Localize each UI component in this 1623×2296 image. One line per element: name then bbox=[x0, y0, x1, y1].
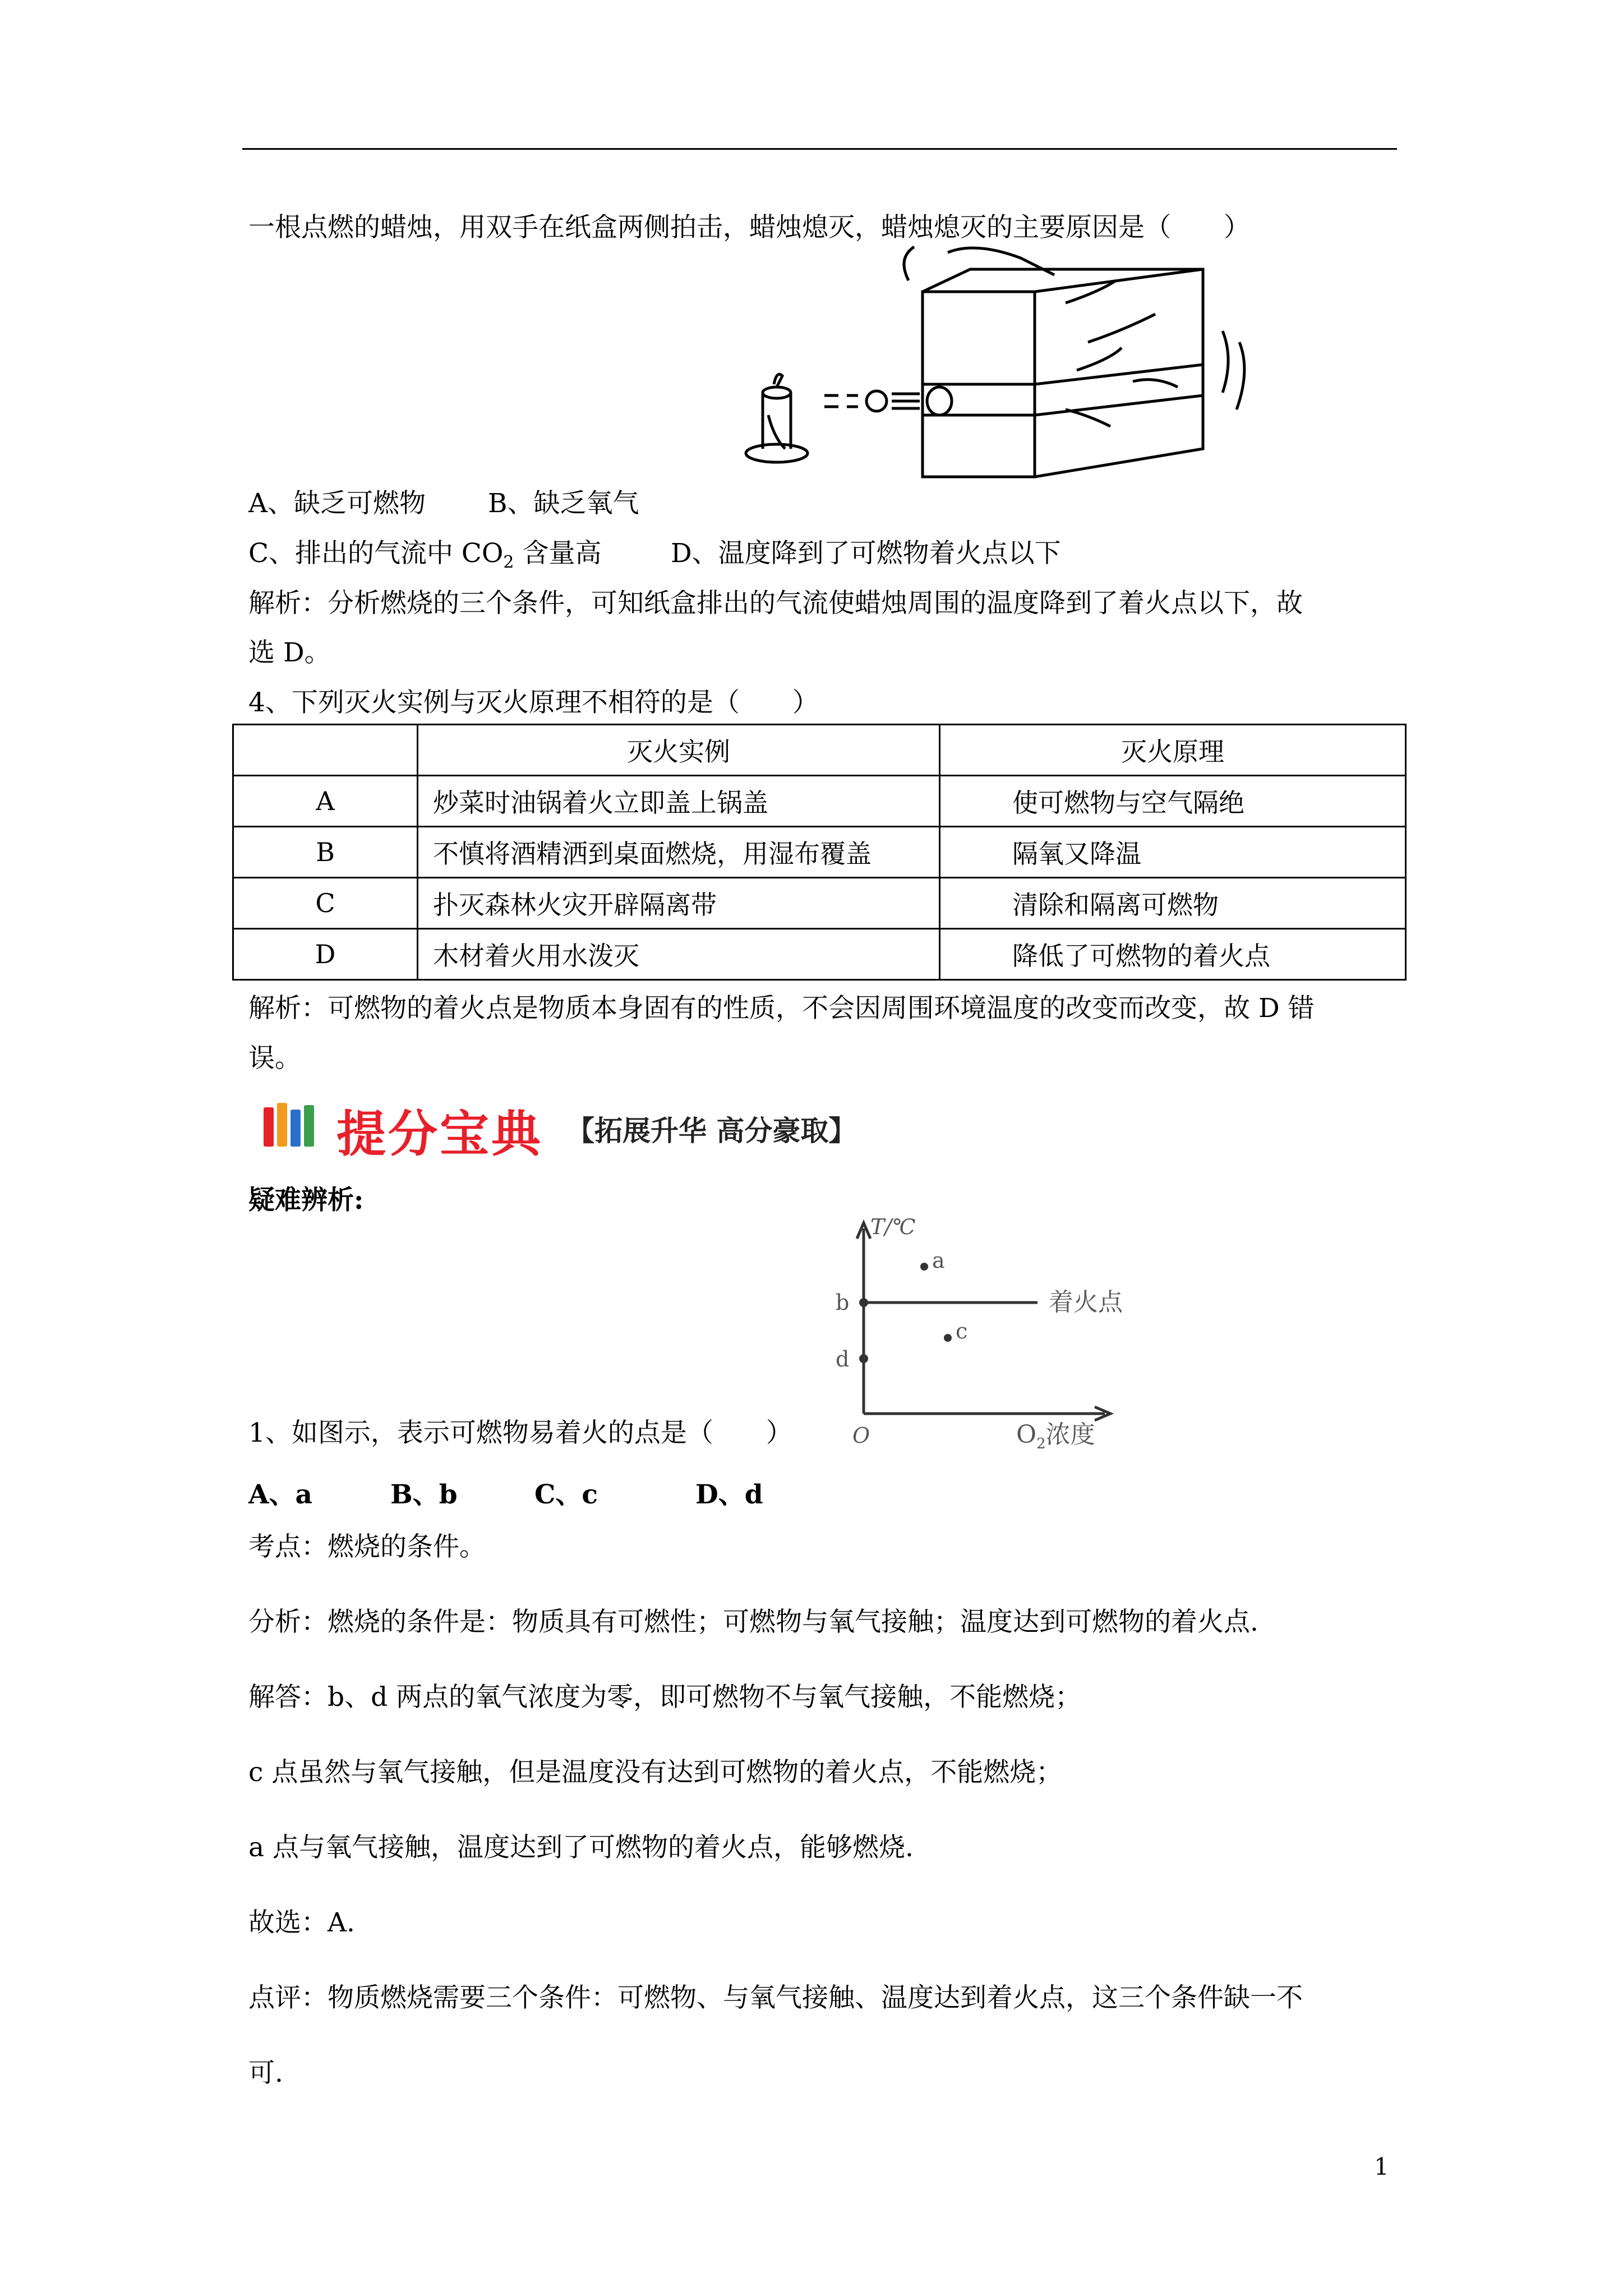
table-row bbox=[233, 929, 1406, 980]
table-header-cell: 灭火原理 bbox=[940, 725, 1406, 776]
table-header-row bbox=[233, 725, 1406, 776]
header-rule bbox=[242, 148, 1397, 150]
banner-title: 提分宝典 bbox=[336, 1105, 543, 1163]
q1-jieda-line1: 解答：b、d 两点的氧气浓度为零，即可燃物不与氧气接触，不能燃烧； bbox=[248, 1682, 1082, 1713]
table-cell: A bbox=[233, 776, 418, 827]
table-cell: D bbox=[233, 929, 418, 980]
point-d-label: d bbox=[836, 1347, 850, 1372]
table-cell: 隔氧又降温 bbox=[940, 827, 1406, 878]
q3-analysis-line2: 选 D。 bbox=[248, 637, 331, 668]
table-cell: 不慎将酒精洒到桌面燃烧，用湿布覆盖 bbox=[418, 827, 940, 878]
q3-option-a: A、缺乏可燃物 bbox=[248, 488, 426, 519]
table-cell: C bbox=[233, 878, 418, 929]
page-number: 1 bbox=[1374, 2153, 1389, 2180]
point-c-label: c bbox=[956, 1319, 968, 1343]
q1-jieda-line2: c 点虽然与氧气接触，但是温度没有达到可燃物的着火点，不能燃烧； bbox=[248, 1757, 1063, 1788]
q1-option-a: A、a bbox=[248, 1479, 312, 1510]
q3-stem: 一根点燃的蜡烛，用双手在纸盒两侧拍击，蜡烛熄灭，蜡烛熄灭的主要原因是（ ） bbox=[248, 212, 1250, 243]
candle-box-illustration bbox=[729, 247, 1262, 488]
q4-table bbox=[232, 724, 1407, 981]
q1-guxuan: 故选：A. bbox=[248, 1907, 355, 1938]
q3-option-b: B、缺乏氧气 bbox=[488, 488, 639, 519]
table-cell: B bbox=[233, 827, 418, 878]
q3-option-c: C、排出的气流中 $CO_2$ 含量高 bbox=[248, 538, 602, 572]
q4-analysis-line1: 解析：可燃物的着火点是物质本身固有的性质，不会因周围环境温度的改变而改变，故 D 错 bbox=[248, 993, 1315, 1024]
table-cell: 炒菜时油锅着火立即盖上锅盖 bbox=[418, 776, 940, 827]
point-d-marker bbox=[859, 1354, 868, 1363]
q1-option-b: B、b bbox=[390, 1479, 458, 1510]
q1-dianping-line1: 点评：物质燃烧需要三个条件：可燃物、与氧气接触、温度达到着火点，这三个条件缺一不 bbox=[248, 1982, 1303, 2013]
books-icon bbox=[264, 1103, 325, 1147]
q4-analysis-line2: 误。 bbox=[248, 1043, 301, 1074]
q1-option-c: C、c bbox=[534, 1479, 598, 1510]
table-header-cell: 灭火实例 bbox=[418, 725, 940, 776]
table-row bbox=[233, 878, 1406, 929]
point-b-label: b bbox=[836, 1290, 850, 1315]
ignition-line-label: 着火点 bbox=[1049, 1288, 1123, 1317]
origin-label: O bbox=[852, 1423, 870, 1448]
q1-fenxi: 分析：燃烧的条件是：物质具有可燃性；可燃物与氧气接触；温度达到可燃物的着火点. bbox=[248, 1607, 1258, 1637]
ignition-point-graph bbox=[836, 1212, 1127, 1452]
point-b-marker bbox=[859, 1298, 868, 1307]
point-a-marker bbox=[920, 1263, 928, 1271]
table-cell: 木材着火用水泼灭 bbox=[418, 929, 940, 980]
section-title: 疑难辨析: bbox=[248, 1185, 364, 1216]
q1-jieda-line3: a 点与氧气接触，温度达到了可燃物的着火点，能够燃烧. bbox=[248, 1832, 914, 1863]
q3-option-d: D、温度降到了可燃物着火点以下 bbox=[671, 538, 1061, 569]
tifen-baodian-banner bbox=[264, 1098, 864, 1163]
q1-stem: 1、如图示，表示可燃物易着火的点是（ ） bbox=[248, 1418, 792, 1448]
table-cell: 降低了可燃物的着火点 bbox=[940, 929, 1406, 980]
q1-kaodian: 考点：燃烧的条件。 bbox=[248, 1531, 486, 1562]
table-row bbox=[233, 827, 1406, 878]
q1-option-d: D、d bbox=[695, 1479, 763, 1510]
y-axis-label: T/℃ bbox=[870, 1214, 916, 1239]
table-cell: 清除和隔离可燃物 bbox=[940, 878, 1406, 929]
table-cell: 使可燃物与空气隔绝 bbox=[940, 776, 1406, 827]
table-header-cell bbox=[233, 725, 418, 776]
point-c-marker bbox=[944, 1334, 952, 1342]
q4-stem: 4、下列灭火实例与灭火原理不相符的是（ ） bbox=[248, 687, 819, 718]
table-cell: 扑灭森林火灾开辟隔离带 bbox=[418, 878, 940, 929]
banner-tagline: 【拓展升华 高分豪取】 bbox=[566, 1115, 857, 1147]
table-row bbox=[233, 776, 1406, 827]
point-a-label: a bbox=[932, 1248, 945, 1273]
q3-analysis-line1: 解析：分析燃烧的三个条件，可知纸盒排出的气流使蜡烛周围的温度降到了着火点以下，故 bbox=[248, 588, 1303, 619]
q1-dianping-line2: 可. bbox=[248, 2058, 283, 2088]
x-axis-label: $O_2$浓度 bbox=[1016, 1420, 1095, 1452]
